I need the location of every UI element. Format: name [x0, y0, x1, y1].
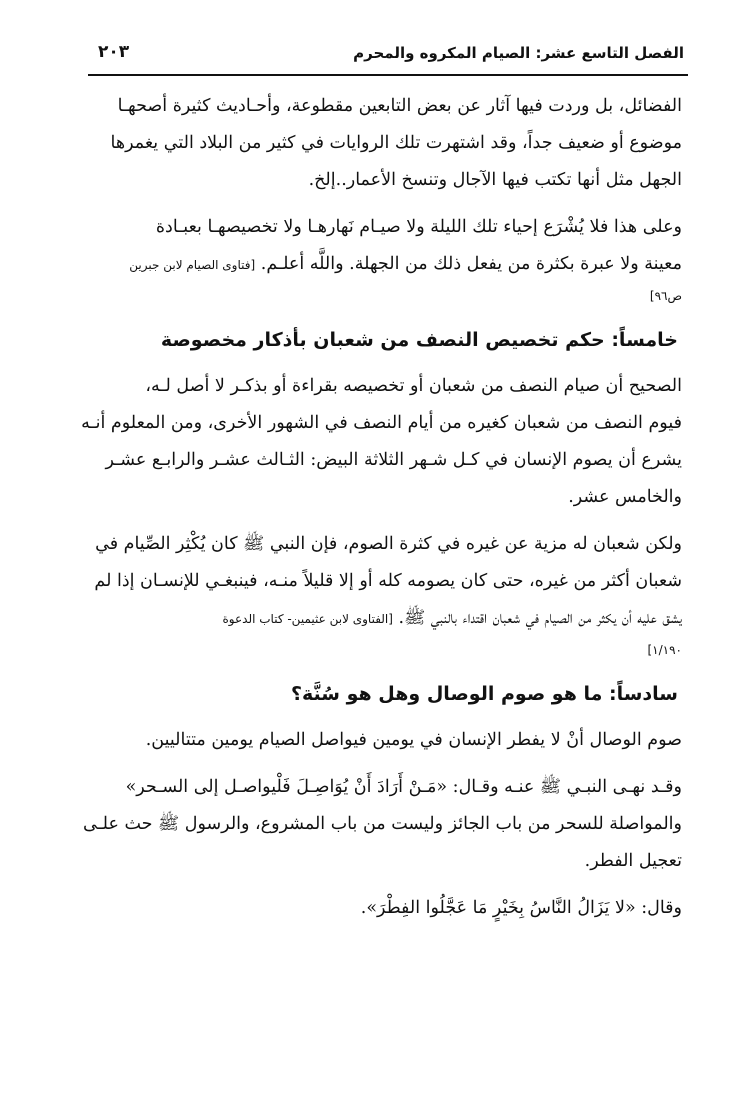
text-line: تعجيل الفطر. [584, 851, 682, 871]
text-line: شعبان أكثر من غيره، حتى كان يصومه كله أو إلا قليلاً منـه، فينبغـي للإنسـان إذا لم [94, 571, 682, 591]
text-line: صوم الوصال أنْ لا يفطر الإنسان في يومين فيواصل الصيام يومين متتاليين. [145, 730, 682, 750]
citation: [فتاوى الصيام لابن جبرين [129, 258, 256, 272]
header-rule [88, 74, 688, 76]
text-line: وقال: «لا يَزَالُ النَّاسُ بِخَيْرٍ مَا عَجَّلُوا الفِطْرَ». [360, 898, 682, 918]
text-line: والمواصلة للسحر من باب الجائز وليست من باب المشروع، والرسول ﷺ حث علـى [82, 814, 682, 834]
paragraph [62, 88, 682, 199]
text-line: وقـد نهـى النبـي ﷺ عنـه وقـال: «مَـنْ أَرَادَ أَنْ يُوَاصِـلَ فَلْيواصـل إلى السـحر» [125, 777, 682, 797]
text-span: يشق عليه أن يكثر من الصيام في شعبان اقتداء بالنبي ﷺ. [398, 608, 682, 628]
chapter-title: الفصل التاسع عشر: الصيام المكروه والمحرم [353, 44, 684, 62]
text-line: الصحيح أن صيام النصف من شعبان أو تخصيصه بقراءة أو بذكـر لا أصل لـه، [145, 376, 682, 396]
running-header [88, 40, 688, 74]
text-line: الجهل مثل أنها تكتب فيها الآجال وتنسخ الأعمار..إلخ. [308, 170, 682, 190]
paragraph [62, 526, 682, 662]
text-line: فيوم النصف من شعبان كغيره من أيام النصف في الشهور الأخرى، ومن المعلوم أنـه [81, 413, 682, 433]
text-line: موضوع أو ضعيف جداً، وقد اشتهرت تلك الروايات في كثير من البلاد التي يغمرها [110, 133, 682, 153]
citation: [الفتاوى لابن عثيمين- كتاب الدعوة [222, 612, 393, 626]
text-line [62, 600, 682, 638]
paragraph [62, 722, 682, 759]
citation: ص٩٦] [649, 289, 682, 303]
text-line [62, 246, 682, 284]
page-body [62, 88, 682, 937]
section-heading: خامساً: حكم تخصيص النصف من شعبان بأذكار مخصوصة [160, 329, 678, 351]
paragraph [62, 769, 682, 880]
text-line: وعلى هذا فلا يُشْرَع إحياء تلك الليلة ولا صيـام نَهارهـا ولا تخصيصهـا بعبـادة [155, 217, 682, 237]
text-line: يشرع أن يصوم الإنسان في كـل شـهر الثلاثة البيض: الثـالث عشـر والرابـع عشـر [105, 450, 682, 470]
text-span: معينة ولا عبرة بكثرة من يفعل ذلك من الجهلة. واللَّه أعلـم. [260, 254, 682, 274]
paragraph [62, 368, 682, 516]
paragraph [62, 890, 682, 927]
text-line: الفضائل، بل وردت فيها آثار عن بعض التابعين مقطوعة، وأحـاديث كثيرة أصحهـا [117, 96, 682, 116]
text-line: ولكن شعبان له مزية عن غيره في كثرة الصوم، فإن النبي ﷺ كان يُكْثِر الصِّيام في [95, 534, 682, 554]
text-line: والخامس عشر. [568, 487, 682, 507]
paragraph [62, 209, 682, 308]
section-heading: سادساً: ما هو صوم الوصال وهل هو سُنَّة؟ [290, 683, 678, 705]
page-number: ٢٠٣ [98, 42, 130, 62]
citation: ١/١٩٠] [647, 643, 682, 657]
